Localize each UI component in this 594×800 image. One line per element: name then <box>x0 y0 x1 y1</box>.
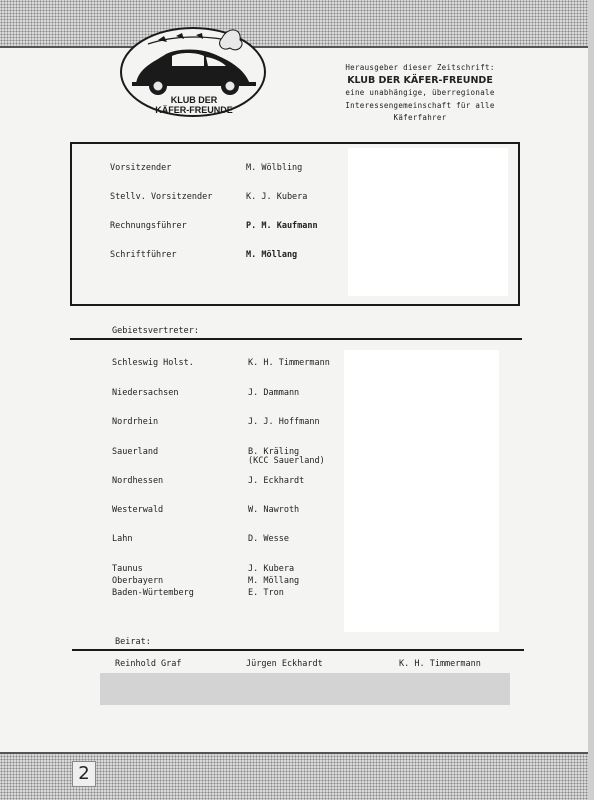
region-label: Oberbayern <box>112 576 164 586</box>
section-rule <box>72 649 524 651</box>
region-label: Westerwald <box>112 505 164 515</box>
board-role: Vorsitzender <box>110 163 172 173</box>
region-representative: J. Eckhardt <box>248 476 305 486</box>
region-representative: W. Nawroth <box>248 505 300 515</box>
region-representative: J. Kubera <box>248 564 295 574</box>
page-number: 2 <box>72 761 96 787</box>
board-name: P. M. Kaufmann <box>246 221 318 231</box>
publisher-line: Herausgeber dieser Zeitschrift: <box>345 63 495 72</box>
region-label: Niedersachsen <box>112 388 179 398</box>
board-name: K. J. Kubera <box>246 192 308 202</box>
board-box <box>70 142 520 306</box>
board-name: M. Möllang <box>246 250 298 260</box>
region-label: Taunus <box>112 564 143 574</box>
logo-text-line1: KLUB DER <box>170 95 218 105</box>
board-role: Rechnungsführer <box>110 221 187 231</box>
region-label: Schleswig Holst. <box>112 358 194 368</box>
region-label: Nordrhein <box>112 417 159 427</box>
regions-photo-placeholder <box>344 350 499 632</box>
beirat-member: K. H. Timmermann <box>399 659 481 669</box>
beirat-member: Reinhold Graf <box>115 659 182 669</box>
publisher-line: Interessengemeinschaft für alle <box>345 100 495 110</box>
region-representative: E. Tron <box>248 588 284 598</box>
club-logo <box>118 24 268 120</box>
board-role: Schriftführer <box>110 250 177 260</box>
publisher-info <box>340 62 500 125</box>
region-label: Sauerland <box>112 447 159 457</box>
page-edge <box>588 0 594 800</box>
region-label: Nordhessen <box>112 476 164 486</box>
region-representative: D. Wesse <box>248 534 289 544</box>
region-representative: M. Möllang <box>248 576 300 586</box>
publisher-line: Käferfahrer <box>393 113 447 122</box>
region-label: Baden-Würtemberg <box>112 588 194 598</box>
board-photo-placeholder <box>348 148 508 296</box>
logo-text-line2: KÄFER-FREUNDE <box>155 105 233 115</box>
region-representative-note: (KCC Sauerland) <box>248 456 325 466</box>
region-representative: K. H. Timmermann <box>248 358 330 368</box>
board-role: Stellv. Vorsitzender <box>110 192 213 202</box>
redacted-area <box>100 673 510 705</box>
region-representative: B. Kräling <box>248 447 300 457</box>
region-representative: J. Dammann <box>248 388 300 398</box>
section-rule <box>70 338 522 340</box>
publisher-club-name: KLUB DER KÄFER-FREUNDE <box>347 74 493 86</box>
region-label: Lahn <box>112 534 133 544</box>
board-name: M. Wölbling <box>246 163 303 173</box>
region-representative: J. J. Hoffmann <box>248 417 320 427</box>
beirat-member: Jürgen Eckhardt <box>246 659 323 669</box>
header-halftone-band <box>0 0 594 48</box>
publisher-line: eine unabhängige, überregionale <box>345 88 495 97</box>
beirat-heading: Beirat: <box>115 637 151 647</box>
regions-heading: Gebietsvertreter: <box>112 326 199 336</box>
